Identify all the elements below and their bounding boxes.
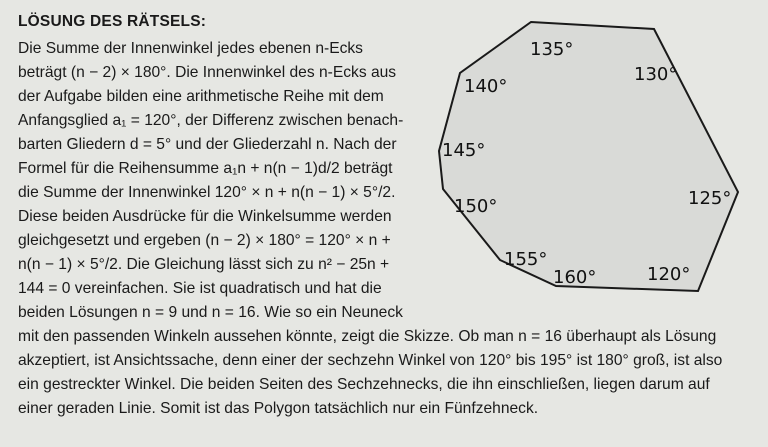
text-line: beträgt (n − 2) × 180°. Die Innenwinkel des n-Ecks aus: [18, 64, 397, 81]
angle-label: 120°: [647, 264, 691, 285]
text-line: die Summe der Innenwinkel 120° × n + n(n − 1) × 5°/2.: [18, 184, 396, 201]
text-line: Die Summe der Innenwinkel jedes ebenen n-Ecks: [18, 40, 363, 57]
text-line: mit den passenden Winkeln aussehen könnte, zeigt die Skizze. Ob man n = 16 überhaupt als Lösung: [18, 328, 717, 345]
angle-label: 125°: [688, 188, 732, 209]
text-line: n(n − 1) × 5°/2. Die Gleichung lässt sich zu n² − 25n +: [18, 256, 390, 273]
angle-label: 135°: [530, 39, 574, 60]
text-line: Formel für die Reihensumme a₁n + n(n − 1)d/2 beträgt: [18, 160, 393, 177]
text-line: barten Gliedern d = 5° und der Gliederzahl n. Nach der: [18, 136, 397, 153]
text-line: akzeptiert, ist Ansichtssache, denn einer der sechzehn Winkel von 120° bis 195° ist 180° groß, ist also: [18, 352, 723, 369]
text-line: gleichgesetzt und ergeben (n − 2) × 180° = 120° × n +: [18, 232, 391, 249]
angle-label: 155°: [504, 249, 548, 270]
text-line: ein gestreckter Winkel. Die beiden Seiten des Sechzehnecks, die ihn einschließen, liegen darum auf: [18, 376, 710, 393]
nonagon-sketch: [430, 18, 760, 308]
text-line: Diese beiden Ausdrücke für die Winkelsumme werden: [18, 208, 392, 225]
text-line: Anfangsglied a₁ = 120°, der Differenz zwischen benach-: [18, 112, 404, 129]
angle-label: 140°: [464, 76, 508, 97]
nonagon-svg: [430, 18, 760, 308]
angle-label: 130°: [634, 64, 678, 85]
text-line: einer geraden Linie. Somit ist das Polygon tatsächlich nur ein Fünfzehneck.: [18, 400, 539, 417]
solution-title: LÖSUNG DES RÄTSELS:: [18, 13, 207, 30]
angle-label: 145°: [442, 140, 486, 161]
text-line: 144 = 0 vereinfachen. Sie ist quadratisch und hat die: [18, 280, 382, 297]
text-line: der Aufgabe bilden eine arithmetische Reihe mit dem: [18, 88, 384, 105]
angle-label: 150°: [454, 196, 498, 217]
text-line: beiden Lösungen n = 9 und n = 16. Wie so ein Neuneck: [18, 304, 403, 321]
angle-label: 160°: [553, 267, 597, 288]
